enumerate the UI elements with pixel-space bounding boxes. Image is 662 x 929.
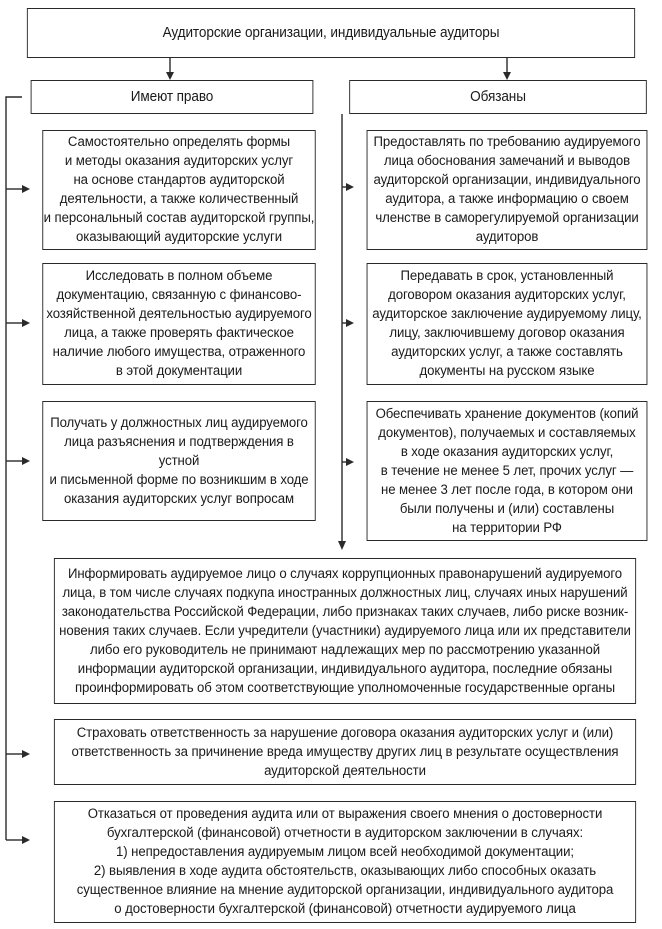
insure-box: Страховать ответственность за нарушение договора оказания аудиторских услуг и (или) ответственность за причинение вреда имуществу других лиц в результате осуществления аудиторской деятельности [54, 719, 636, 785]
arrow-to-duties-header [503, 72, 511, 80]
arrow-to-duty-2 [346, 319, 354, 327]
duty-box-2: Передавать в срок, установленный договором оказания аудиторских услуг, аудиторское заключение аудируемому лицу, лицу, заключившему договор оказания аудиторских услуг, а также составлять документы на русском языке [367, 263, 648, 385]
duty-box-3: Обеспечивать хранение документов (копий документов), получаемых и составляемых в ходе оказания аудиторских услуг, в течение не менее 5 лет, прочих услуг — не менее 3 лет после года, в котором они были получены и (или) составлены на территории РФ [367, 401, 648, 541]
arrow-to-duty-3 [346, 458, 354, 466]
arrow-to-duty-1 [346, 183, 354, 191]
right-box-3: Получать у должностных лиц аудируемого лица разъяснения и подтверждения в устной и письменной форме по возникшим в ходе оказания аудиторских услуг вопросам [42, 401, 315, 521]
right-box-1: Самостоятельно определять формы и методы оказания аудиторских услуг на основе стандартов аудиторской деятельности, а также количественный и персональный состав аудиторской группы, оказывающий аудиторские услуги [42, 130, 315, 250]
inform-box: Информировать аудируемое лицо о случаях коррупционных правонарушений аудируемого лица, в том числе случаях подкупа иностранных должностных лиц, случаях иных нарушений законодательства Российской Федерации, либо признаках таких случаев, либо риске возник- новения таких случаев. Если учредители (участники) аудируемого лица или их представители либо его руководитель не принимают надлежащих мер по рассмотрению указанной информации аудиторской организации, индивидуального аудитора, последние обязаны проинформировать об этом соответствующие уполномоченные государственные органы [54, 558, 636, 704]
duty-box-1: Предоставлять по требованию аудируемого лица обоснования замечаний и выводов аудиторской организации, индивидуального аудитора, а также информацию о своем членстве в саморегулируемой организации аудиторов [367, 130, 648, 250]
arrow-to-rights-header [166, 72, 174, 80]
arrow-to-insure [22, 750, 30, 758]
duties-header: Обязаны [349, 80, 647, 114]
title-box: Аудиторские организации, индивидуальные аудиторы [27, 8, 635, 58]
refuse-box: Отказаться от проведения аудита или от выражения своего мнения о достоверности бухгалтерской (финансовой) отчетности в аудиторском заключении в случаях: 1) непредоставления аудируемым лицом всей необходимой документации; 2) выявления в ходе аудита обстоятельств, оказывающих либо способных оказать существенное влияние на мнение аудиторской организации, индивидуального аудитора о достоверности бухгалтерской (финансовой) отчетности аудируемого лица [54, 801, 636, 923]
right-box-2: Исследовать в полном объеме документацию, связанную с финансово- хозяйственной деятельностью аудируемого лица, а также проверять фактическое наличие любого имущества, отраженного в этой документации [42, 263, 315, 385]
arrow-to-right-3 [22, 457, 30, 465]
arrow-to-refuse [22, 836, 30, 844]
arrow-to-right-2 [22, 319, 30, 327]
rights-header: Имеют право [31, 80, 314, 114]
arrow-to-right-1 [22, 185, 30, 193]
arrow-to-inform [338, 541, 346, 550]
